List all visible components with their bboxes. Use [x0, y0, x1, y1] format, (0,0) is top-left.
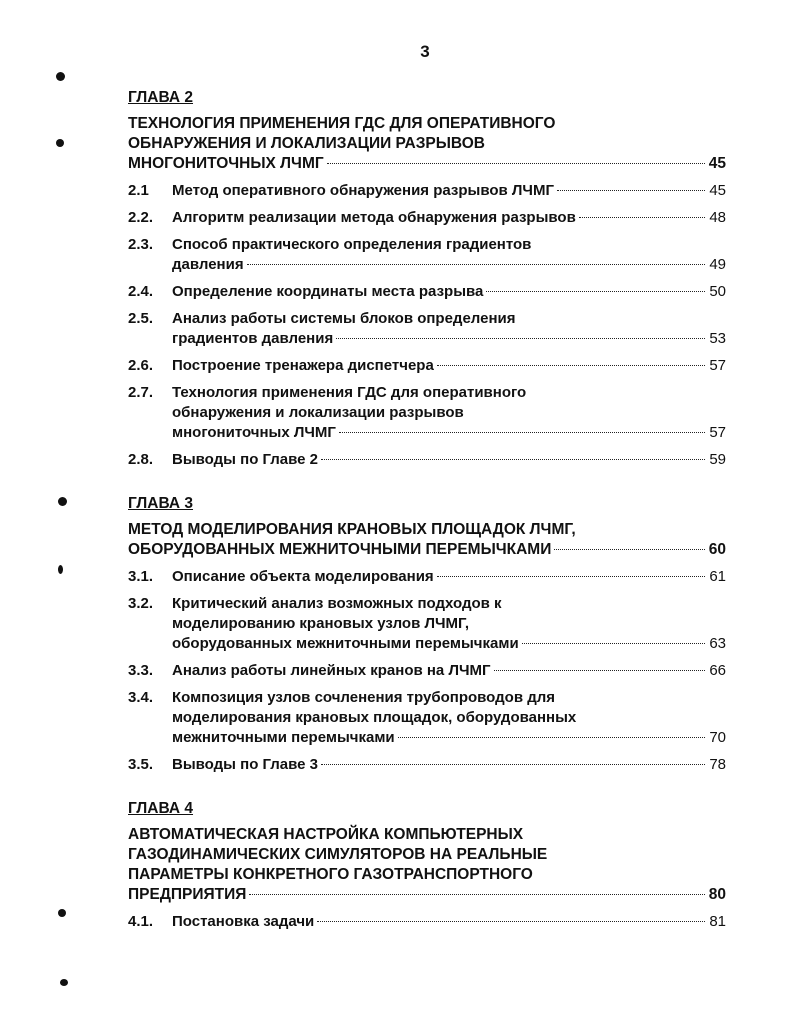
section-page-number: 78: [709, 756, 726, 773]
dot-leader: [327, 163, 705, 164]
section-title-line: Критический анализ возможных подходов к: [172, 595, 502, 612]
section-title-line: обнаружения и локализации разрывов: [172, 404, 464, 421]
section-title-line: Алгоритм реализации метода обнаружения разрывов: [172, 209, 576, 226]
section-number: 2.6.: [128, 357, 154, 374]
table-of-contents: [128, 88, 726, 932]
dot-leader: [398, 737, 705, 738]
section-title-line: моделирования крановых площадок, оборудованных: [172, 709, 577, 726]
section-title-line: Построение тренажера диспетчера: [172, 357, 434, 374]
section-title-line: Метод оперативного обнаружения разрывов ЛЧМГ: [172, 182, 554, 199]
section-title: [172, 661, 726, 681]
toc-entry: [128, 383, 726, 443]
page-number: 3: [420, 42, 430, 61]
chapter-title-line: МЕТОД МОДЕЛИРОВАНИЯ КРАНОВЫХ ПЛОЩАДОК ЛЧМГ,: [128, 521, 576, 538]
chapter-title-last-line: [128, 540, 726, 560]
section-title: [172, 688, 726, 748]
section-title-last-line: [172, 208, 726, 228]
section-page-number: 50: [709, 283, 726, 300]
section-number: 3.3.: [128, 662, 154, 679]
section-number: 2.7.: [128, 384, 154, 401]
dot-leader: [579, 217, 705, 218]
section-number: 2.3.: [128, 236, 154, 253]
binding-hole-mark: [56, 139, 64, 147]
section-title-last-line: [172, 634, 726, 654]
chapter-title-last-line: [128, 885, 726, 905]
dot-leader: [321, 459, 705, 460]
toc-entry: [128, 755, 726, 775]
dot-leader: [339, 432, 705, 433]
section-page-number: 63: [709, 635, 726, 652]
section-page-number: 53: [709, 330, 726, 347]
section-title-last-line: [172, 282, 726, 302]
dot-leader: [522, 643, 705, 644]
toc-entry: [128, 661, 726, 681]
section-title-line: Выводы по Главе 3: [172, 756, 319, 773]
toc-entry: [128, 594, 726, 654]
section-title: [172, 309, 726, 349]
toc-entry: [128, 235, 726, 275]
section-title: [172, 235, 726, 275]
toc-entry: [128, 912, 726, 932]
chapter-title: [128, 825, 726, 905]
section-page-number: 66: [709, 662, 726, 679]
chapter-title-line: АВТОМАТИЧЕСКАЯ НАСТРОЙКА КОМПЬЮТЕРНЫХ: [128, 826, 524, 843]
section-title-line: Способ практического определения градиентов: [172, 236, 532, 253]
binding-hole-mark: [60, 979, 68, 986]
section-title-last-line: [172, 356, 726, 376]
section-number: 3.2.: [128, 595, 154, 612]
section-title-line: Описание объекта моделирования: [172, 568, 434, 585]
chapter-label: ГЛАВА 3: [128, 495, 194, 512]
toc-entry: [128, 208, 726, 228]
section-title-line: давления: [172, 256, 244, 273]
section-title-last-line: [172, 255, 726, 275]
section-page-number: 70: [709, 729, 726, 746]
section-title: [172, 356, 726, 376]
section-title-line: градиентов давления: [172, 330, 334, 347]
section-page-number: 57: [709, 357, 726, 374]
chapter-label: ГЛАВА 4: [128, 800, 194, 817]
section-title-line: оборудованных межниточными перемычками: [172, 635, 519, 652]
dot-leader: [494, 670, 705, 671]
section-title-last-line: [172, 755, 726, 775]
section-number: 3.1.: [128, 568, 154, 585]
section-page-number: 59: [709, 451, 726, 468]
binding-hole-mark: [58, 909, 66, 917]
section-page-number: 57: [709, 424, 726, 441]
dot-leader: [317, 921, 705, 922]
section-page-number: 48: [709, 209, 726, 226]
section-title-line: многониточных ЛЧМГ: [172, 424, 336, 441]
section-title-line: Композиция узлов сочленения трубопроводов для: [172, 689, 556, 706]
chapter-page-number: 60: [708, 541, 726, 558]
section-title-line: моделированию крановых узлов ЛЧМГ,: [172, 615, 470, 632]
chapter-title-line: МНОГОНИТОЧНЫХ ЛЧМГ: [128, 155, 324, 172]
dot-leader: [321, 764, 705, 765]
chapter-title-line: ТЕХНОЛОГИЯ ПРИМЕНЕНИЯ ГДС ДЛЯ ОПЕРАТИВНОГО: [128, 115, 556, 132]
section-title-line: Постановка задачи: [172, 913, 315, 930]
chapter-title-line: ПРЕДПРИЯТИЯ: [128, 886, 247, 903]
chapter-page-number: 80: [708, 886, 726, 903]
section-title-line: межниточными перемычками: [172, 729, 395, 746]
section-title: [172, 282, 726, 302]
dot-leader: [336, 338, 705, 339]
section-number: 2.4.: [128, 283, 154, 300]
toc-entry: [128, 688, 726, 748]
section-title-line: Анализ работы системы блоков определения: [172, 310, 516, 327]
chapter-title-line: ОБНАРУЖЕНИЯ И ЛОКАЛИЗАЦИИ РАЗРЫВОВ: [128, 135, 485, 152]
toc-entry: [128, 282, 726, 302]
dot-leader: [557, 190, 705, 191]
dot-leader: [486, 291, 705, 292]
section-title: [172, 181, 726, 201]
section-page-number: 45: [709, 182, 726, 199]
dot-leader: [247, 264, 705, 265]
dot-leader: [554, 549, 705, 550]
section-title-last-line: [172, 423, 726, 443]
section-title-last-line: [172, 912, 726, 932]
chapter-title-line: ПАРАМЕТРЫ КОНКРЕТНОГО ГАЗОТРАНСПОРТНОГО: [128, 866, 533, 883]
section-title: [172, 567, 726, 587]
section-title: [172, 755, 726, 775]
section-title-line: Определение координаты места разрыва: [172, 283, 484, 300]
section-page-number: 81: [709, 913, 726, 930]
section-title-line: Выводы по Главе 2: [172, 451, 319, 468]
section-title-last-line: [172, 661, 726, 681]
dot-leader: [437, 576, 705, 577]
section-title-last-line: [172, 181, 726, 201]
section-title: [172, 208, 726, 228]
section-title: [172, 383, 726, 443]
dot-leader: [437, 365, 705, 366]
section-page-number: 61: [709, 568, 726, 585]
chapter-title-line: ГАЗОДИНАМИЧЕСКИХ СИМУЛЯТОРОВ НА РЕАЛЬНЫЕ: [128, 846, 548, 863]
toc-entry: [128, 567, 726, 587]
section-page-number: 49: [709, 256, 726, 273]
section-title-line: Технология применения ГДС для оперативного: [172, 384, 527, 401]
section-title: [172, 594, 726, 654]
chapter-label: ГЛАВА 2: [128, 89, 194, 106]
section-number: 2.2.: [128, 209, 154, 226]
section-title-last-line: [172, 450, 726, 470]
binding-hole-mark: [58, 497, 67, 506]
section-number: 2.8.: [128, 451, 154, 468]
section-number: 2.1: [128, 182, 149, 199]
section-number: 3.4.: [128, 689, 154, 706]
toc-entry: [128, 309, 726, 349]
section-number: 4.1.: [128, 913, 154, 930]
chapter-title: [128, 520, 726, 560]
chapter-title-line: ОБОРУДОВАННЫХ МЕЖНИТОЧНЫМИ ПЕРЕМЫЧКАМИ: [128, 541, 552, 558]
section-title: [172, 450, 726, 470]
section-number: 2.5.: [128, 310, 154, 327]
binding-hole-mark: [56, 72, 65, 81]
section-title-last-line: [172, 567, 726, 587]
section-number: 3.5.: [128, 756, 154, 773]
toc-entry: [128, 181, 726, 201]
dot-leader: [249, 894, 705, 895]
chapter-page-number: 45: [708, 155, 726, 172]
chapter-title: [128, 114, 726, 174]
section-title-last-line: [172, 728, 726, 748]
section-title-line: Анализ работы линейных кранов на ЛЧМГ: [172, 662, 491, 679]
section-title-last-line: [172, 329, 726, 349]
binding-hole-mark: [58, 565, 63, 574]
toc-entry: [128, 450, 726, 470]
section-title: [172, 912, 726, 932]
toc-entry: [128, 356, 726, 376]
chapter-title-last-line: [128, 154, 726, 174]
